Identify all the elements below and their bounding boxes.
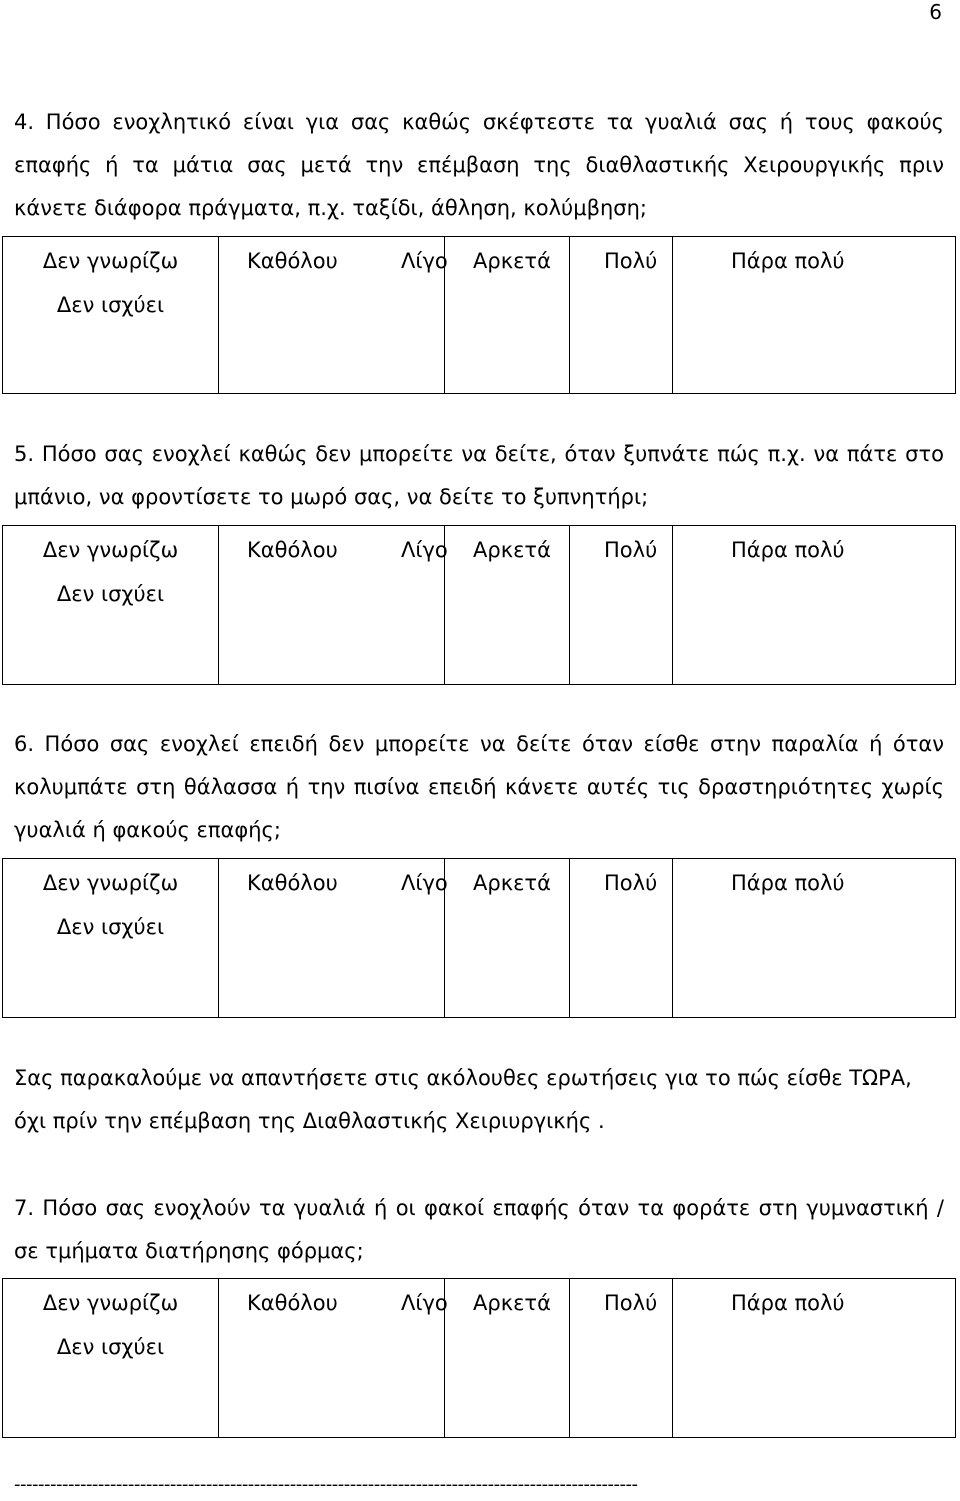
option-much[interactable]: Πολύ (570, 237, 673, 393)
option-moderately[interactable]: Αρκετά (445, 237, 570, 393)
option-not-applicable: Δεν ισχύει (56, 915, 165, 939)
option-dont-know: Δεν γνωρίζω (42, 249, 179, 273)
option-moderately[interactable]: Αρκετά (445, 1279, 570, 1437)
option-very-much[interactable]: Πάρα πολύ (731, 249, 845, 273)
option-dont-know: Δεν γνωρίζω (42, 871, 179, 895)
option-little[interactable]: Λίγο (367, 237, 445, 393)
option-dont-know: Δεν γνωρίζω (42, 1291, 179, 1315)
answer-cell-dont-know[interactable] (3, 1279, 219, 1437)
answer-cell-dont-know[interactable] (3, 237, 219, 393)
option-not-at-all[interactable]: Καθόλου (247, 871, 338, 895)
option-much[interactable]: Πολύ (570, 526, 673, 684)
option-moderately[interactable]: Αρκετά (445, 859, 570, 1017)
answer-table-q4 (2, 236, 956, 394)
option-very-much[interactable]: Πάρα πολύ (731, 871, 845, 895)
option-much[interactable]: Πολύ (570, 1279, 673, 1437)
answer-table-q6 (2, 858, 956, 1018)
option-very-much[interactable]: Πάρα πολύ (731, 1291, 845, 1315)
question-text: 4. Πόσο ενοχλητικό είναι για σας καθώς σκέφτεστε τα γυαλιά σας ή τους φακούς επαφής ή τα μάτια σας μετά την επέμβαση της διαθλαστικής Χειρουργικής πριν κάνετε διάφορα πράγματα, π.χ. ταξίδι, άθληση, κολύμβηση; (14, 110, 944, 220)
answer-table-q5 (2, 525, 956, 685)
question-7 (14, 1187, 944, 1273)
instruction-note: Σας παρακαλούμε να απαντήσετε στις ακόλουθες ερωτήσεις για το πώς είσθε ΤΩΡΑ, όχι πρίν την επέμβαση της Διαθλαστικής Χειριυργικής . (14, 1066, 912, 1133)
answer-table-q7 (2, 1278, 956, 1438)
question-text: 6. Πόσο σας ενοχλεί επειδή δεν μπορείτε να δείτε όταν είσθε στην παραλία ή όταν κολυμπάτε στη θάλασσα ή την πισίνα επειδή κάνετε αυτές τις δραστηριότητες χωρίς γυαλιά ή φακούς επαφής; (14, 732, 944, 842)
option-not-at-all[interactable]: Καθόλου (247, 1291, 338, 1315)
option-not-at-all[interactable]: Καθόλου (247, 538, 338, 562)
page-separator: -------------------------------------------------------------------------------------------------------- (14, 1474, 638, 1495)
option-not-at-all[interactable]: Καθόλου (247, 249, 338, 273)
answer-cell-dont-know[interactable] (3, 859, 219, 1017)
question-text: 7. Πόσο σας ενοχλούν τα γυαλιά ή οι φακοί επαφής όταν τα φοράτε στη γυμναστική / σε τμήματα διατήρησης φόρμας; (14, 1196, 944, 1263)
question-text: 5. Πόσο σας ενοχλεί καθώς δεν μπορείτε να δείτε, όταν ξυπνάτε πώς π.χ. να πάτε στο μπάνιο, να φροντίσετε το μωρό σας, να δείτε το ξυπνητήρι; (14, 442, 944, 509)
option-little[interactable]: Λίγο (367, 1279, 445, 1437)
option-not-applicable: Δεν ισχύει (56, 582, 165, 606)
question-4 (14, 101, 944, 230)
answer-cell-dont-know[interactable] (3, 526, 219, 684)
option-moderately[interactable]: Αρκετά (445, 526, 570, 684)
option-much[interactable]: Πολύ (570, 859, 673, 1017)
question-6 (14, 723, 944, 852)
option-very-much[interactable]: Πάρα πολύ (731, 538, 845, 562)
option-dont-know: Δεν γνωρίζω (42, 538, 179, 562)
page-number: 6 (929, 0, 942, 24)
option-not-applicable: Δεν ισχύει (56, 293, 165, 317)
question-5 (14, 433, 944, 519)
option-little[interactable]: Λίγο (367, 526, 445, 684)
option-little[interactable]: Λίγο (367, 859, 445, 1017)
option-not-applicable: Δεν ισχύει (56, 1335, 165, 1359)
